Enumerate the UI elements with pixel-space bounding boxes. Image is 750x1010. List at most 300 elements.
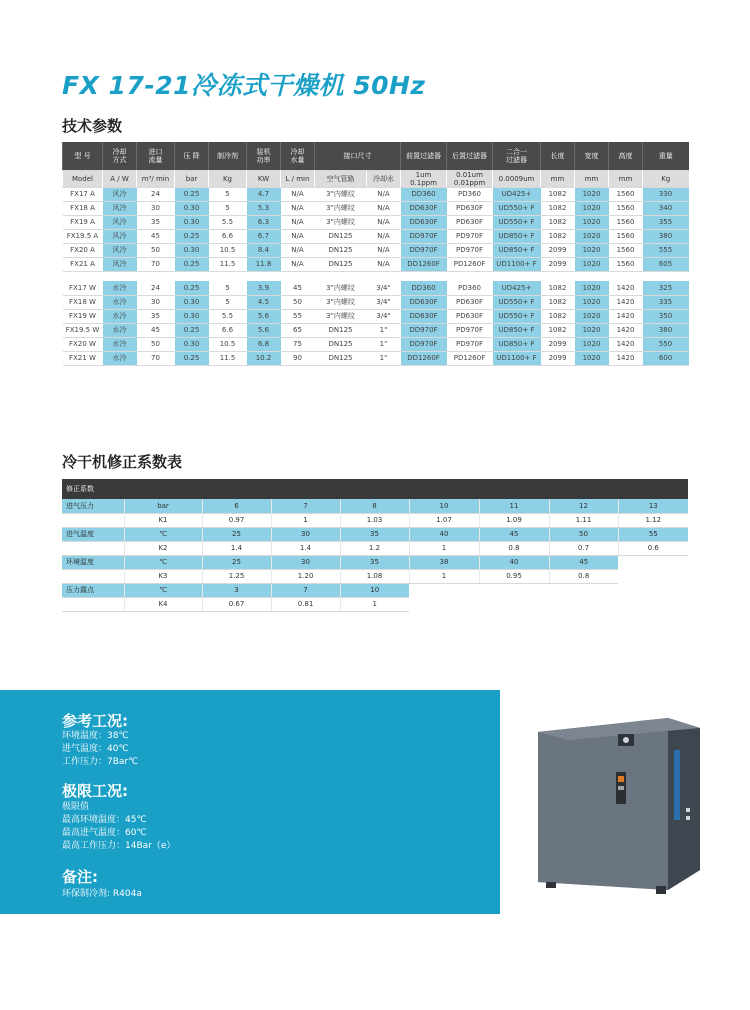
correction-value: 0.81: [271, 597, 340, 611]
reference-heading: 参考工况:: [62, 712, 128, 730]
group-separator-cell: [63, 271, 689, 281]
spec-cell: 风冷: [103, 187, 137, 201]
spec-cell: 0.30: [175, 215, 209, 229]
spec-cell: UD850+ F: [493, 229, 541, 243]
spec-cell: 2099: [541, 337, 575, 351]
spec-cell: FX20 W: [63, 337, 103, 351]
correction-table: [62, 479, 688, 612]
spec-unit-cell: mm: [575, 170, 609, 187]
spec-cell: 605: [643, 257, 689, 271]
spec-cell: 水冷: [103, 337, 137, 351]
spec-cell: 90: [281, 351, 315, 365]
spec-cell: 1": [367, 351, 401, 365]
spec-cell: 1560: [609, 257, 643, 271]
table-row: [63, 295, 689, 309]
spec-cell: 水冷: [103, 281, 137, 295]
spec-cell: FX20 A: [63, 243, 103, 257]
spec-cell: 3"内螺纹: [315, 281, 367, 295]
spec-cell: 1020: [575, 187, 609, 201]
spec-cell: 1082: [541, 215, 575, 229]
spec-cell: 11.5: [209, 351, 247, 365]
correction-value: 1.2: [340, 541, 409, 555]
spec-cell: 0.25: [175, 229, 209, 243]
correction-label: [62, 569, 124, 583]
spec-cell: PD970F: [447, 243, 493, 257]
spec-cell: 50: [137, 243, 175, 257]
correction-label: [62, 513, 124, 527]
spec-cell: DD970F: [401, 229, 447, 243]
spec-cell: 555: [643, 243, 689, 257]
spec-cell: 5.6: [247, 309, 281, 323]
spec-cell: PD630F: [447, 201, 493, 215]
spec-cell: 45: [281, 281, 315, 295]
spec-cell: UD550+ F: [493, 215, 541, 229]
limits-line: 最高工作压力：14Bar（e）: [62, 841, 176, 851]
correction-value: [409, 597, 479, 611]
spec-cell: DN125: [315, 337, 367, 351]
spec-cell: 1082: [541, 187, 575, 201]
spec-cell: 355: [643, 215, 689, 229]
spec-cell: UD425+: [493, 187, 541, 201]
spec-cell: 5.3: [247, 201, 281, 215]
spec-cell: 6.6: [209, 323, 247, 337]
spec-cell: DD970F: [401, 337, 447, 351]
page-title: FX 17-21冷冻式干燥机 50Hz: [62, 71, 426, 100]
spec-cell: 11.5: [209, 257, 247, 271]
spec-cell: 1020: [575, 309, 609, 323]
spec-unit-cell: A / W: [103, 170, 137, 187]
spec-cell: 0.30: [175, 309, 209, 323]
spec-cell: N/A: [281, 257, 315, 271]
table-row: [63, 281, 689, 295]
correction-value: 40: [409, 527, 479, 541]
spec-cell: 1020: [575, 323, 609, 337]
spec-cell: 5.5: [209, 309, 247, 323]
spec-cell: DD1260F: [401, 351, 447, 365]
spec-cell: 330: [643, 187, 689, 201]
correction-value: 8: [340, 499, 409, 513]
spec-header-cell: 接口尺寸: [315, 142, 401, 170]
correction-value: 0.8: [479, 541, 549, 555]
spec-cell: 1420: [609, 323, 643, 337]
correction-value: 38: [409, 555, 479, 569]
spec-cell: 2099: [541, 243, 575, 257]
spec-cell: DN125: [315, 229, 367, 243]
spec-cell: 10.2: [247, 351, 281, 365]
spec-cell: 水冷: [103, 309, 137, 323]
spec-cell: FX19.5 W: [63, 323, 103, 337]
spec-cell: 35: [137, 215, 175, 229]
spec-cell: 3/4": [367, 281, 401, 295]
spec-cell: N/A: [367, 243, 401, 257]
spec-cell: FX19 A: [63, 215, 103, 229]
spec-cell: 2099: [541, 257, 575, 271]
spec-cell: 1560: [609, 201, 643, 215]
spec-cell: DD630F: [401, 215, 447, 229]
spec-cell: 3/4": [367, 295, 401, 309]
spec-cell: N/A: [367, 215, 401, 229]
spec-header-cn: [63, 142, 689, 170]
spec-cell: UD850+ F: [493, 337, 541, 351]
spec-header-cell: 制冷剂: [209, 142, 247, 170]
table-row: [63, 187, 689, 201]
spec-cell: PD630F: [447, 215, 493, 229]
correction-value: 40: [479, 555, 549, 569]
spec-cell: 50: [281, 295, 315, 309]
spec-cell: 1082: [541, 229, 575, 243]
correction-value: 1.12: [618, 513, 688, 527]
spec-header-cell: 型 号: [63, 142, 103, 170]
spec-cell: 1020: [575, 351, 609, 365]
spec-cell: 4.7: [247, 187, 281, 201]
correction-value: 12: [549, 499, 618, 513]
table-row: [63, 201, 689, 215]
conditions-panel: [0, 690, 500, 914]
spec-cell: 风冷: [103, 201, 137, 215]
spec-header-cell: 装机 功率: [247, 142, 281, 170]
limits-line: 最高进气温度：60℃: [62, 828, 147, 838]
correction-label: 环境温度: [62, 555, 124, 569]
spec-unit-cell: 冷却水: [367, 170, 401, 187]
correction-label: 进气压力: [62, 499, 124, 513]
spec-cell: 550: [643, 337, 689, 351]
spec-cell: UD850+ F: [493, 323, 541, 337]
spec-header-cell: 高度: [609, 142, 643, 170]
correction-label: [62, 541, 124, 555]
correction-value: 25: [202, 555, 271, 569]
spec-cell: 水冷: [103, 351, 137, 365]
spec-cell: 1082: [541, 295, 575, 309]
spec-cell: DD360: [401, 281, 447, 295]
note-heading: 备注:: [62, 868, 98, 886]
correction-value: [409, 583, 479, 597]
table-row: [62, 555, 688, 569]
spec-cell: 0.25: [175, 323, 209, 337]
correction-unit: ℃: [124, 527, 202, 541]
table-row: [62, 513, 688, 527]
correction-unit: K2: [124, 541, 202, 555]
spec-cell: 3"内螺纹: [315, 215, 367, 229]
spec-cell: 1420: [609, 351, 643, 365]
reference-line: 进气温度：40℃: [62, 744, 129, 754]
spec-cell: 30: [137, 295, 175, 309]
correction-value: 10: [340, 583, 409, 597]
reference-lines: [62, 730, 138, 769]
spec-cell: 风冷: [103, 229, 137, 243]
spec-cell: 50: [137, 337, 175, 351]
correction-value: 55: [618, 527, 688, 541]
table-row: [62, 597, 688, 611]
spec-unit-cell: 0.01um 0.01ppm: [447, 170, 493, 187]
spec-cell: PD360: [447, 281, 493, 295]
spec-header-cell: 后置过滤器: [447, 142, 493, 170]
spec-cell: 风冷: [103, 257, 137, 271]
spec-cell: DD360: [401, 187, 447, 201]
spec-cell: 风冷: [103, 215, 137, 229]
spec-cell: N/A: [367, 201, 401, 215]
spec-cell: 5.6: [247, 323, 281, 337]
correction-value: 25: [202, 527, 271, 541]
spec-unit-cell: m³/ min: [137, 170, 175, 187]
spec-cell: PD970F: [447, 337, 493, 351]
correction-unit: bar: [124, 499, 202, 513]
spec-cell: DN125: [315, 243, 367, 257]
spec-unit-cell: mm: [609, 170, 643, 187]
spec-cell: 70: [137, 257, 175, 271]
spec-cell: 10.5: [209, 243, 247, 257]
spec-cell: DD970F: [401, 243, 447, 257]
correction-value: 11: [479, 499, 549, 513]
limits-line: 最高环境温度：45℃: [62, 815, 147, 825]
spec-cell: 1082: [541, 281, 575, 295]
spec-cell: 0.30: [175, 337, 209, 351]
spec-cell: 1420: [609, 309, 643, 323]
correction-value: 7: [271, 583, 340, 597]
spec-unit-cell: 0.0009um: [493, 170, 541, 187]
spec-cell: 65: [281, 323, 315, 337]
correction-value: 0.7: [549, 541, 618, 555]
spec-heading: 技术参数: [62, 117, 123, 135]
spec-cell: 3"内螺纹: [315, 187, 367, 201]
spec-cell: FX19 W: [63, 309, 103, 323]
correction-value: 1.03: [340, 513, 409, 527]
correction-value: 0.67: [202, 597, 271, 611]
dryer-product-image: [528, 710, 708, 900]
spec-cell: 380: [643, 323, 689, 337]
spec-cell: N/A: [281, 229, 315, 243]
spec-header-en: [63, 170, 689, 187]
correction-value: 1: [271, 513, 340, 527]
correction-value: 13: [618, 499, 688, 513]
spec-cell: 1020: [575, 215, 609, 229]
spec-cell: 1560: [609, 215, 643, 229]
spec-cell: DD630F: [401, 295, 447, 309]
spec-unit-cell: L / min: [281, 170, 315, 187]
spec-cell: UD1100+ F: [493, 257, 541, 271]
spec-unit-cell: 空气管路: [315, 170, 367, 187]
spec-cell: 5: [209, 281, 247, 295]
spec-cell: PD630F: [447, 295, 493, 309]
spec-unit-cell: Model: [63, 170, 103, 187]
spec-cell: 1082: [541, 309, 575, 323]
spec-cell: 325: [643, 281, 689, 295]
table-row: [62, 527, 688, 541]
spec-cell: 1420: [609, 295, 643, 309]
spec-cell: 6.7: [247, 229, 281, 243]
spec-cell: 1082: [541, 201, 575, 215]
spec-cell: 1": [367, 323, 401, 337]
correction-value: 45: [549, 555, 618, 569]
spec-cell: 6.3: [247, 215, 281, 229]
spec-cell: UD425+: [493, 281, 541, 295]
correction-value: 1.20: [271, 569, 340, 583]
spec-unit-cell: 1um 0.1ppm: [401, 170, 447, 187]
correction-value: 1: [340, 597, 409, 611]
spec-unit-cell: Kg: [643, 170, 689, 187]
reference-line: 工作压力：7Bar℃: [62, 757, 139, 767]
correction-value: 30: [271, 555, 340, 569]
spec-cell: 5: [209, 201, 247, 215]
spec-cell: 1082: [541, 323, 575, 337]
correction-header: 修正系数: [62, 479, 688, 499]
spec-cell: 335: [643, 295, 689, 309]
table-row: [63, 351, 689, 365]
spec-cell: DD630F: [401, 201, 447, 215]
spec-cell: FX21 A: [63, 257, 103, 271]
correction-label: 压力露点: [62, 583, 124, 597]
note-lines: [62, 888, 142, 901]
spec-cell: N/A: [281, 201, 315, 215]
spec-cell: 1020: [575, 201, 609, 215]
spec-cell: 380: [643, 229, 689, 243]
table-row: [63, 309, 689, 323]
spec-cell: FX17 W: [63, 281, 103, 295]
spec-cell: 1560: [609, 229, 643, 243]
table-row: [63, 323, 689, 337]
spec-cell: 55: [281, 309, 315, 323]
spec-cell: 24: [137, 281, 175, 295]
spec-cell: UD550+ F: [493, 309, 541, 323]
spec-cell: FX19.5 A: [63, 229, 103, 243]
table-row: [63, 229, 689, 243]
spec-header-cell: 进口 流量: [137, 142, 175, 170]
spec-cell: FX18 A: [63, 201, 103, 215]
spec-cell: 1560: [609, 243, 643, 257]
spec-cell: 水冷: [103, 323, 137, 337]
spec-cell: N/A: [281, 243, 315, 257]
spec-cell: UD1100+ F: [493, 351, 541, 365]
correction-value: 0.95: [479, 569, 549, 583]
spec-header-cell: 宽度: [575, 142, 609, 170]
spec-cell: 1420: [609, 337, 643, 351]
spec-cell: N/A: [281, 215, 315, 229]
spec-cell: 1020: [575, 243, 609, 257]
spec-cell: 3"内螺纹: [315, 295, 367, 309]
table-row: [62, 569, 688, 583]
correction-header-row: [62, 479, 688, 499]
spec-header-cell: 二合一 过滤器: [493, 142, 541, 170]
spec-cell: 0.30: [175, 295, 209, 309]
spec-header-cell: 冷却 方式: [103, 142, 137, 170]
spec-cell: UD550+ F: [493, 295, 541, 309]
correction-value: 6: [202, 499, 271, 513]
correction-unit: ℃: [124, 583, 202, 597]
spec-cell: FX21 W: [63, 351, 103, 365]
spec-cell: 1560: [609, 187, 643, 201]
spec-unit-cell: Kg: [209, 170, 247, 187]
spec-cell: DD630F: [401, 309, 447, 323]
spec-cell: 1020: [575, 229, 609, 243]
table-row: [62, 499, 688, 513]
correction-value: [479, 583, 549, 597]
spec-cell: N/A: [367, 187, 401, 201]
table-row: [62, 541, 688, 555]
spec-cell: 0.25: [175, 281, 209, 295]
spec-cell: 70: [137, 351, 175, 365]
spec-cell: PD630F: [447, 309, 493, 323]
spec-cell: 0.25: [175, 351, 209, 365]
correction-value: 0.6: [618, 541, 688, 555]
correction-value: [618, 555, 688, 569]
spec-cell: PD970F: [447, 229, 493, 243]
correction-value: 0.8: [549, 569, 618, 583]
correction-value: 1.4: [271, 541, 340, 555]
spec-cell: UD550+ F: [493, 201, 541, 215]
correction-value: [549, 583, 618, 597]
spec-cell: N/A: [367, 257, 401, 271]
spec-cell: 45: [137, 323, 175, 337]
correction-value: 1.4: [202, 541, 271, 555]
spec-header-cell: 前置过滤器: [401, 142, 447, 170]
spec-cell: FX18 W: [63, 295, 103, 309]
spec-cell: DN125: [315, 257, 367, 271]
correction-value: [549, 597, 618, 611]
spec-cell: 0.30: [175, 201, 209, 215]
correction-unit: K4: [124, 597, 202, 611]
spec-cell: 3"内螺纹: [315, 309, 367, 323]
group-separator: [63, 271, 689, 281]
spec-cell: 水冷: [103, 295, 137, 309]
spec-cell: 3.9: [247, 281, 281, 295]
correction-value: 1.09: [479, 513, 549, 527]
correction-value: 35: [340, 555, 409, 569]
spec-unit-cell: KW: [247, 170, 281, 187]
spec-cell: 11.8: [247, 257, 281, 271]
spec-cell: 340: [643, 201, 689, 215]
spec-cell: 1420: [609, 281, 643, 295]
correction-value: 30: [271, 527, 340, 541]
spec-cell: PD1260F: [447, 257, 493, 271]
limits-lines: [62, 801, 175, 853]
limits-line: 极限值: [62, 802, 90, 812]
spec-cell: 3/4": [367, 309, 401, 323]
spec-cell: 8.4: [247, 243, 281, 257]
table-row: [63, 337, 689, 351]
spec-cell: UD850+ F: [493, 243, 541, 257]
correction-unit: ℃: [124, 555, 202, 569]
correction-value: 1.08: [340, 569, 409, 583]
spec-cell: N/A: [281, 187, 315, 201]
spec-cell: 5.5: [209, 215, 247, 229]
note-line: 环保制冷剂: R404a: [62, 889, 142, 899]
spec-cell: 6.6: [209, 229, 247, 243]
spec-cell: 600: [643, 351, 689, 365]
reference-line: 环境温度：38℃: [62, 731, 129, 741]
spec-cell: 1020: [575, 257, 609, 271]
correction-value: 50: [549, 527, 618, 541]
spec-cell: 10.5: [209, 337, 247, 351]
correction-value: [618, 569, 688, 583]
spec-body: [63, 187, 689, 365]
spec-cell: 24: [137, 187, 175, 201]
spec-cell: PD970F: [447, 323, 493, 337]
spec-cell: 4.5: [247, 295, 281, 309]
correction-value: [618, 597, 688, 611]
spec-cell: 6.8: [247, 337, 281, 351]
spec-cell: 350: [643, 309, 689, 323]
spec-cell: 5: [209, 187, 247, 201]
correction-value: 35: [340, 527, 409, 541]
spec-cell: 0.25: [175, 187, 209, 201]
correction-value: 45: [479, 527, 549, 541]
correction-value: 3: [202, 583, 271, 597]
spec-cell: 1020: [575, 281, 609, 295]
spec-cell: DN125: [315, 323, 367, 337]
spec-cell: N/A: [367, 229, 401, 243]
spec-header-cell: 重量: [643, 142, 689, 170]
table-row: [63, 215, 689, 229]
spec-cell: FX17 A: [63, 187, 103, 201]
